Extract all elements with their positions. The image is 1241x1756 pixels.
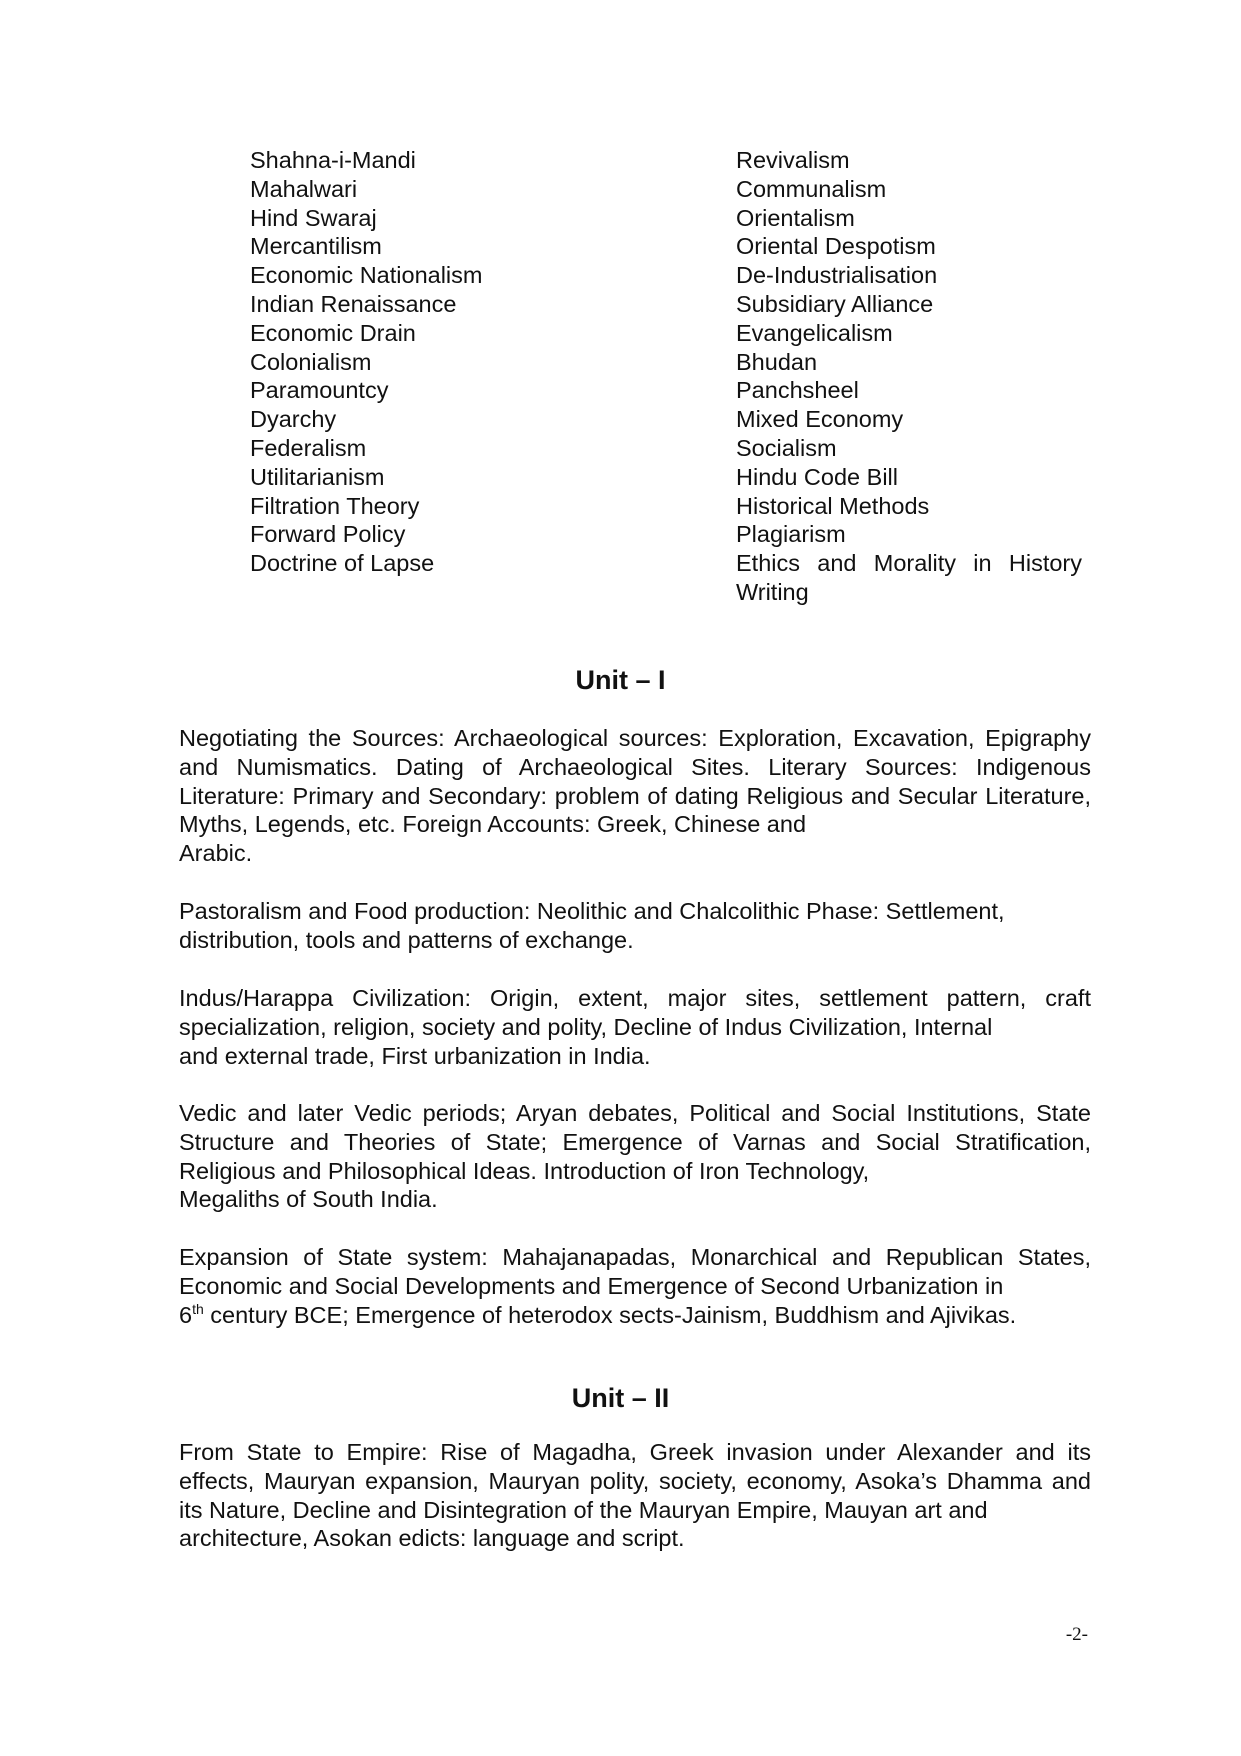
unit-1-paragraph-pastoralism (179, 897, 1091, 955)
paragraph-last-line (179, 1301, 1091, 1330)
term-item: Dyarchy (250, 406, 337, 433)
term-item: Oriental Despotism (736, 233, 936, 260)
paragraph-text: Indus/Harappa Civilization: Origin, extent, major sites, settlement pattern, craft specialization, religion, society and polity, Decline of Indus Civilization, Internal (179, 985, 1091, 1040)
term-item: Paramountcy (250, 377, 389, 404)
term-item: Shahna-i-Mandi (250, 147, 416, 173)
paragraph-text: Negotiating the Sources: Archaeological sources: Exploration, Excavation, Epigraphy and Numismatics. Dating of Archaeological Sites. Literary Sources: Indigenous Literature: Primary and Secondary: problem of dating Religious and Secular Literature, Myths, Legends, etc. Foreign Accounts: Greek, Chinese and (179, 725, 1091, 838)
term-item: Hind Swaraj (250, 204, 377, 231)
century-number: 6 (179, 1301, 193, 1328)
term-item: Colonialism (250, 348, 372, 375)
term-item: Panchsheel (736, 377, 859, 404)
term-item: De-Industrialisation (736, 262, 938, 289)
paragraph-text: Vedic and later Vedic periods; Aryan debates, Political and Social Institutions, State Structure and Theories of State; Emergence of Varnas and Social Stratification, Religious and Philosophical Ideas. Introduction of Iron Technology, (179, 1100, 1091, 1184)
term-item: Communalism (736, 175, 887, 202)
paragraph-last-line: Arabic. (179, 840, 253, 867)
unit-1-paragraph-sources (179, 724, 1091, 868)
term-item: Utilitarianism (250, 463, 385, 490)
term-item: Forward Policy (250, 521, 406, 548)
terms-column-right (736, 146, 1082, 607)
page-number: -2- (1065, 1624, 1088, 1645)
term-item: Indian Renaissance (250, 290, 457, 317)
term-item: Historical Methods (736, 492, 930, 519)
unit-1-paragraph-vedic (179, 1099, 1091, 1214)
terms-column-left (250, 146, 736, 607)
term-item: Economic Drain (250, 319, 416, 346)
term-item: Revivalism (736, 147, 850, 173)
term-item: Subsidiary Alliance (736, 290, 934, 317)
paragraph-last-line: and external trade, First urbanization in India. (179, 1042, 651, 1069)
term-item: Federalism (250, 434, 367, 461)
paragraph-last-line: distribution, tools and patterns of exchange. (179, 926, 634, 953)
term-item: Doctrine of Lapse (250, 550, 435, 577)
term-item: Socialism (736, 434, 837, 461)
unit-1-paragraph-indus (179, 984, 1091, 1070)
term-item: Mercantilism (250, 233, 382, 260)
term-item: Hindu Code Bill (736, 463, 898, 490)
ordinal-suffix: th (192, 1300, 204, 1317)
term-item: Economic Nationalism (250, 262, 483, 289)
unit-2-heading: Unit – II (571, 1383, 670, 1413)
paragraph-text: Expansion of State system: Mahajanapadas, Monarchical and Republican States, Economic and Social Developments and Emergence of Second Urbanization in (179, 1244, 1091, 1299)
paragraph-text-rest: century BCE; Emergence of heterodox sects-Jainism, Buddhism and Ajivikas. (203, 1301, 1017, 1328)
term-item: Bhudan (736, 348, 818, 375)
paragraph-last-line: architecture, Asokan edicts: language and script. (179, 1525, 685, 1552)
term-item: Mixed Economy (736, 406, 904, 433)
term-item: Plagiarism (736, 521, 846, 548)
unit-2-paragraph-empire (179, 1438, 1091, 1553)
paragraph-text: Pastoralism and Food production: Neolithic and Chalcolithic Phase: Settlement, (179, 898, 1005, 924)
term-item: Mahalwari (250, 175, 358, 202)
term-item: Evangelicalism (736, 319, 893, 346)
paragraph-last-line: Megaliths of South India. (179, 1186, 438, 1213)
term-item: Writing (736, 578, 809, 605)
term-item: Orientalism (736, 204, 855, 231)
term-item: Filtration Theory (250, 492, 420, 519)
terms-list (250, 146, 1090, 607)
unit-1-heading: Unit – I (575, 665, 666, 695)
unit-1-paragraph-expansion (179, 1243, 1091, 1329)
paragraph-text: From State to Empire: Rise of Magadha, Greek invasion under Alexander and its effects, Mauryan expansion, Mauryan polity, society, economy, Asoka’s Dhamma and its Nature, Decline and Disintegration of the Mauryan Empire, Mauyan art and (179, 1439, 1091, 1523)
term-item: Ethics and Morality in History (736, 550, 1082, 577)
